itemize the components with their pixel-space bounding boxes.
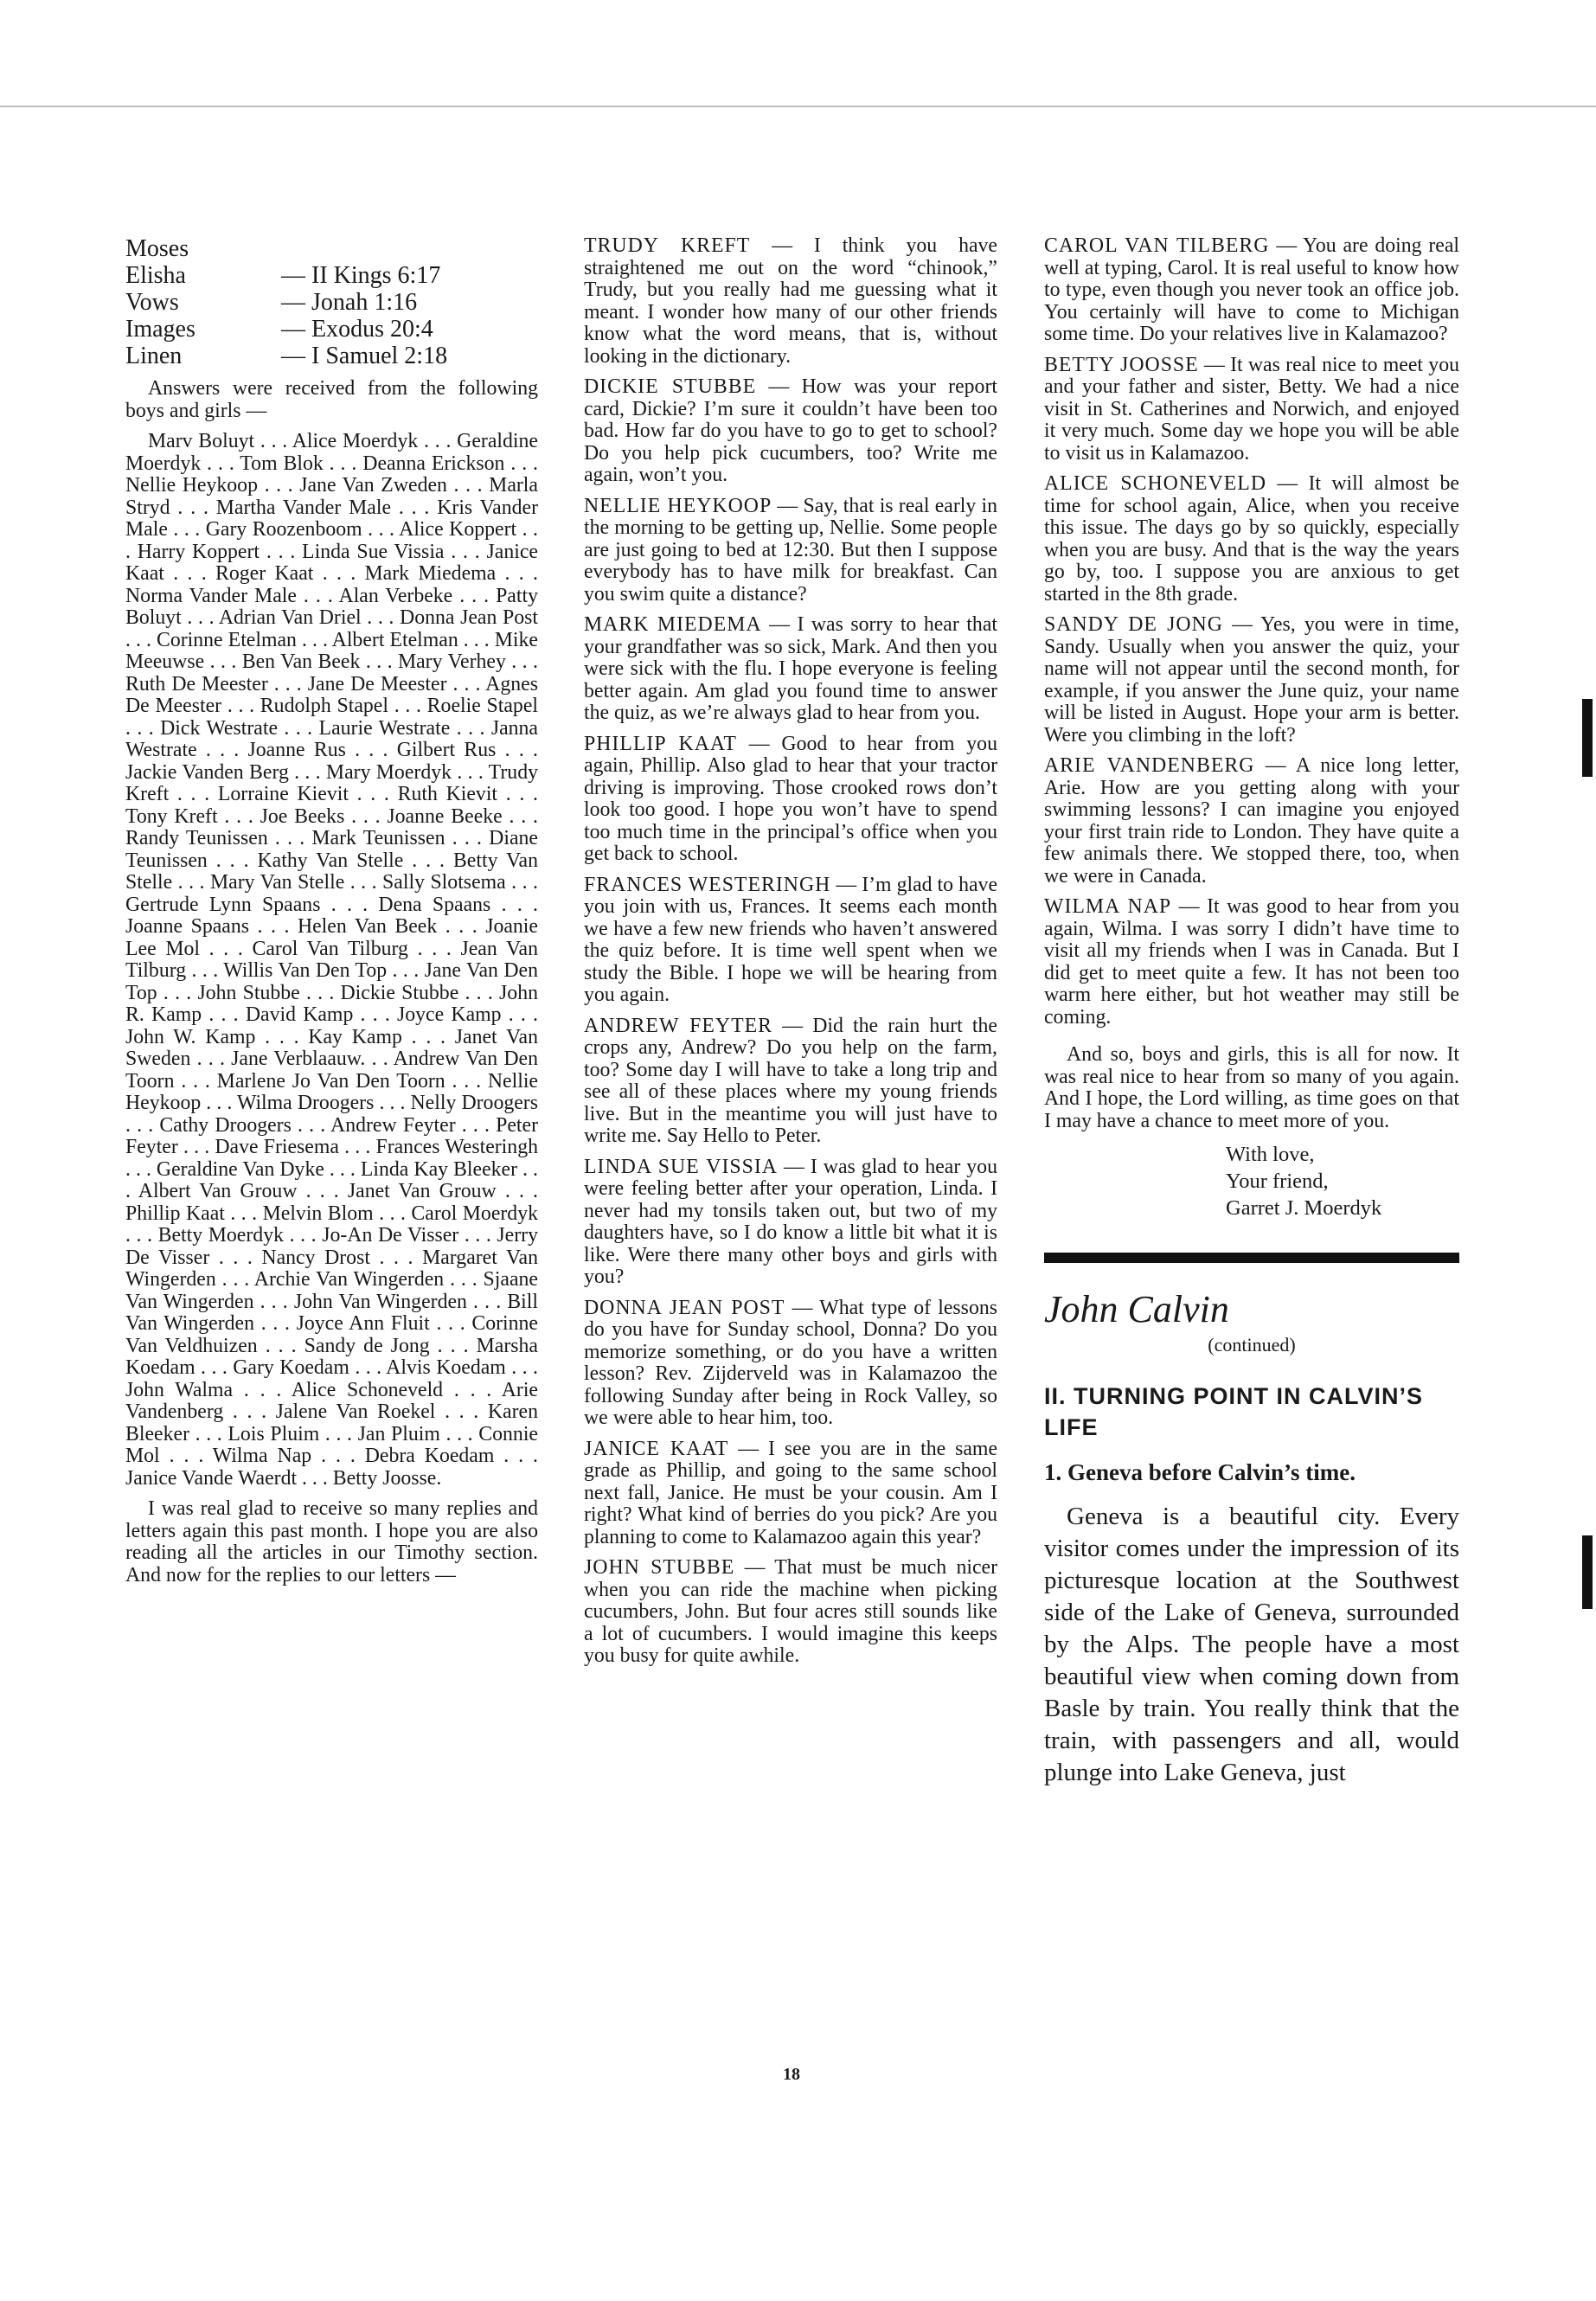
letter-text: I was glad to hear you were feeling better after your operation, Linda. I never had my tonsils taken out, but two of my daughters have, so I do know a little bit what it is like. Were there many other boys and girls with you? <box>584 1155 997 1288</box>
closing-intro: I was real glad to receive so many replies and letters again this past month. I hope you are also reading all the articles in our Timothy section. And now for the replies to our letters — <box>125 1497 538 1586</box>
letter-reply: ALICE SCHONEVELD — It will almost be time for school again, Alice, when you receive this issue. The days go by so quickly, especially when you are busy. And that is the way the years go by, too. I suppose you are anxious to get started in the 8th grade. <box>1044 472 1459 606</box>
page-top-rule <box>0 106 1596 107</box>
letter-reply: JOHN STUBBE — That must be much nicer when you can ride the machine when picking cucumbers, John. But four acres still sounds like a lot of cucumbers. I would imagine this keeps you busy for quite awhile. <box>584 1556 998 1667</box>
letter-recipient: ALICE SCHONEVELD <box>1044 472 1267 495</box>
article-subheading: 1. Geneva before Calvin’s time. <box>1044 1458 1356 1485</box>
article-body: Geneva is a beautiful city. Every visitor comes under the impression of its picturesque location at the Southwest side of the Lake of Geneva, surrounded by the Alps. The people have a most beautiful view when coming down from Basle by train. You really think that the train, with passengers and all, would plunge into Lake Geneva, just <box>1044 1503 1459 1786</box>
letter-text: That must be much nicer when you can ride the machine when picking cucumbers, John. But four acres still sounds like a lot of cucumbers. I would imagine this keeps you busy for quite awhile. <box>584 1556 998 1667</box>
answer-word: Images <box>125 316 195 343</box>
letter-reply: DONNA JEAN POST — What type of lessons do you have for Sunday school, Donna? Do you memorize something, or do you have a written lesson? Rev. Zijderveld was in Kalamazoo the following Sunday after being in Rock Valley, so we were able to hear him, too. <box>584 1296 998 1429</box>
letter-text: You are doing real well at typing, Carol. It is real useful to know how to type, even though you never took an office job. You certainly will have to come to Michigan some time. Do your relatives live in Kalamazoo? <box>1044 234 1460 345</box>
answers-intro: Answers were received from the following boys and girls — <box>125 377 538 422</box>
answer-ref: — Exodus 20:4 <box>281 316 433 343</box>
signature-block <box>1226 1141 1459 1221</box>
letter-reply: CAROL VAN TILBERG — You are doing real well at typing, Carol. It is real useful to know how to type, even though you never took an office job. You certainly will have to come to Michigan some time. Do your relatives live in Kalamazoo? <box>1044 234 1460 345</box>
section-divider <box>1044 1253 1459 1263</box>
letter-text: I see you are in the same grade as Phillip, and going to the same school next fall, Janice. He must be your cousin. Am I right? What kind of berries do you pick? Are you planning to come to Kalamazoo again this year? <box>584 1437 998 1548</box>
letter-text: A nice long letter, Arie. How are you getting along with your swimming lessons? I can imagine you enjoyed your first train ride to London. They have quite a few animals there. We stopped there, too, when we were in Canada. <box>1044 754 1459 888</box>
letter-text: I think you have straightened me out on the word “chinook,” Trudy, but you really had me guessing what it meant. I wonder how many of our other friends know what the word means, that is, without looking in the dictionary. <box>584 234 997 368</box>
letter-reply: NELLIE HEYKOOP — Say, that is real early in the morning to be getting up, Nellie. Some people are just going to bed at 12:30. But then I suppose everybody has to have milk for breakfast. Can you swim quite a distance? <box>584 494 997 606</box>
letter-recipient: SANDY DE JONG <box>1044 613 1223 636</box>
letter-recipient: NELLIE HEYKOOP <box>584 494 772 517</box>
binding-mark-lower <box>1582 1535 1593 1609</box>
letter-reply: TRUDY KREFT — I think you have straightened me out on the word “chinook,” Trudy, but you really had me guessing what it meant. I wonder how many of our other friends know what the word means, that is, without looking in the dictionary. <box>584 234 997 368</box>
answer-word: Linen <box>125 343 183 369</box>
answer-ref <box>281 235 538 262</box>
letter-text: It was real nice to meet you and your father and sister, Betty. We had a nice visit in St. Catherines and Norwich, and enjoyed it very much. Some day we hope you will be able to visit us in Kalamazoo. <box>1044 353 1459 465</box>
letter-text: I was sorry to hear that your grandfather was so sick, Mark. And then you were sick with the flu. I hope everyone is feeling better again. Am glad you found time to answer the quiz, as we’re always glad to hear from you. <box>584 613 997 724</box>
binding-mark <box>1582 699 1593 777</box>
farewell: And so, boys and girls, this is all for now. It was real nice to hear from so many of you again. And I hope, the Lord willing, as time goes on that I may have a chance to meet more of you. <box>1044 1043 1459 1132</box>
bible-answer-row <box>125 289 538 316</box>
bible-answer-row <box>125 343 538 369</box>
answer-ref: — Jonah 1:16 <box>281 289 418 316</box>
bible-answer-row <box>125 316 538 343</box>
letter-recipient: LINDA SUE VISSIA <box>584 1155 778 1178</box>
letter-reply: JANICE KAAT — I see you are in the same grade as Phillip, and going to the same school next fall, Janice. He must be your cousin. Am I right? What kind of berries do you pick? Are you planning to come to Kalamazoo again this year? <box>584 1437 998 1548</box>
article-continued: (continued) <box>1208 1334 1296 1356</box>
answer-word: Vows <box>125 289 179 316</box>
letter-recipient: ARIE VANDENBERG <box>1044 754 1255 777</box>
article-section-heading: II. TURNING POINT IN CALVIN’S LIFE <box>1044 1382 1424 1440</box>
letter-text: What type of lessons do you have for Sunday school, Donna? Do you memorize something, or do you have a written lesson? Rev. Zijderveld was in Kalamazoo the following Sunday after being in Rock Valley, so we were able to hear him, too. <box>584 1296 998 1429</box>
letter-reply: PHILLIP KAAT — Good to hear from you again, Phillip. Also glad to hear that your tractor driving is improving. Those crooked rows don’t look too good. I hope you won’t have to spend too much time in the principal’s office when you get back to school. <box>584 732 997 865</box>
letter-reply: DICKIE STUBBE — How was your report card, Dickie? I’m sure it couldn’t have been too bad. How far do you have to go to get to school? Do you help pick cucumbers, too? Write me again, won’t you. <box>584 375 997 486</box>
bible-answer-row <box>125 235 538 262</box>
letter-reply: ANDREW FEYTER — Did the rain hurt the crops any, Andrew? Do you help on the farm, too? Some day I will have to take a long trip and see all of these places where my young friends live. But in the meantime you will just have to write me. Say Hello to Peter. <box>584 1014 997 1147</box>
letter-text: I’m glad to have you join with us, Frances. It seems each month we have a few new friends who haven’t answered the quiz before. It is time well spent when we study the Bible. I hope we will be hearing from you again. <box>584 873 998 1006</box>
article-title: John Calvin <box>1044 1288 1229 1330</box>
letter-reply: ARIE VANDENBERG — A nice long letter, Arie. How are you getting along with your swimming lessons? I can imagine you enjoyed your first train ride to London. They have quite a few animals there. We stopped there, too, when we were in Canada. <box>1044 754 1459 888</box>
letter-recipient: FRANCES WESTERINGH <box>584 873 831 896</box>
letter-text: How was your report card, Dickie? I’m sure it couldn’t have been too bad. How far do you have to go to get to school? Do you help pick cucumbers, too? Write me again, won’t you. <box>584 375 997 486</box>
bible-answer-row <box>125 262 538 289</box>
letter-text: Good to hear from you again, Phillip. Also glad to hear that your tractor driving is improving. Those crooked rows don’t look too good. I hope you won’t have to spend too much time in the principal’s office when you get back to school. <box>584 732 997 865</box>
answer-ref: — I Samuel 2:18 <box>281 343 448 369</box>
column-left <box>125 235 538 1595</box>
letter-recipient: JANICE KAAT <box>584 1437 729 1460</box>
letter-recipient: BETTY JOOSSE <box>1044 353 1199 376</box>
letter-text: Say, that is real early in the morning to be getting up, Nellie. Some people are just going to bed at 12:30. But then I suppose everybody has to have milk for breakfast. Can you swim quite a distance? <box>584 494 997 606</box>
letter-recipient: MARK MIEDEMA <box>584 613 762 636</box>
letter-reply: BETTY JOOSSE — It was real nice to meet you and your father and sister, Betty. We had a nice visit in St. Catherines and Norwich, and enjoyed it very much. Some day we hope you will be able to visit us in Kalamazoo. <box>1044 353 1459 465</box>
letter-reply: LINDA SUE VISSIA — I was glad to hear you were feeling better after your operation, Linda. I never had my tonsils taken out, but two of my daughters have, so I do know a little bit what it is like. Were there many other boys and girls with you? <box>584 1155 997 1288</box>
bible-answers <box>125 235 538 369</box>
answer-word: Elisha <box>125 262 186 289</box>
letter-recipient: JOHN STUBBE <box>584 1556 735 1579</box>
names-list: Marv Boluyt . . . Alice Moerdyk . . . Geraldine Moerdyk . . . Tom Blok . . . Deanna Erickson . . . Nellie Heykoop . . . Jane Van Zweden . . . Marla Stryd . . . Martha Vander Male . . . Kris Vander Male . . . Gary Roozenboom . . . Alice Koppert . . . Harry Koppert . . . Linda Sue Vissia . . . Janice Kaat . . . Roger Kaat . . . Mark Miedema . . . Norma Vander Male . . . Alan Verbeke . . . Patty Boluyt . . . Adrian Van Driel . . . Donna Jean Post . . . Corinne Etelman . . . Albert Etelman . . . Mike Meeuwse . . . Ben Van Beek . . . Mary Verhey . . . Ruth De Meester . . . Jane De Meester . . . Agnes De Meester . . . Rudolph Stapel . . . Roelie Stapel . . . Dick Westrate . . . Laurie Westrate . . . Janna Westrate . . . Joanne Rus . . . Gilbert Rus . . . Jackie Vanden Berg . . . Mary Moerdyk . . . Trudy Kreft . . . Lorraine Kievit . . . Ruth Kievit . . . Tony Kreft . . . Joe Beeks . . . Joanne Beeke . . . Randy Teunissen . . . Mark Teunissen . . . Diane Teunissen . . . Kathy Van Stelle . . . Betty Van Stelle . . . Mary Van Stelle . . . Sally Slotsema . . . Gertrude Lynn Spaans . . . Dena Spaans . . . Joanne Spaans . . . Helen Van Beek . . . Joanie Lee Mol . . . Carol Van Tilburg . . . Jean Van Tilburg . . . Willis Van Den Top . . . Jane Van Den Top . . . John Stubbe . . . Dickie Stubbe . . . John R. Kamp . . . David Kamp . . . Joyce Kamp . . . John W. Kamp . . . Kay Kamp . . . Janet Van Sweden . . . Jane Verblaauw. . . Andrew Van Den Toorn . . . Marlene Jo Van Den Toorn . . . Nellie Heykoop . . . Wilma Droogers . . . Nelly Droogers . . . Cathy Droogers . . . Andrew Feyter . . . Peter Feyter . . . Dave Friesema . . . Frances Westeringh . . . Geraldine Van Dyke . . . Linda Kay Bleeker . . . Albert Van Grouw . . . Janet Van Grouw . . . Phillip Kaat . . . Melvin Blom . . . Carol Moerdyk . . . Betty Moerdyk . . . Jo-An De Visser . . . Jerry De Visser . . . Nancy Drost . . . Margaret Van Wingerden . . . Archie Van Wingerden . . . Sjaane Van Wingerden . . . John Van Wingerden . . . Bill Van Wingerden . . . Joyce Ann Fluit . . . Corinne Van Veldhuizen . . . Sandy de Jong . . . Marsha Koedam . . . Gary Koedam . . . Alvis Koedam . . . John Walma . . . Alice Schoneveld . . . Arie Vandenberg . . . Jalene Van Roekel . . . Karen Bleeker . . . Lois Pluim . . . Jan Pluim . . . Connie Mol . . . Wilma Nap . . . Debra Koedam . . . Janice Vande Waerdt . . . Betty Joosse. <box>125 430 538 1490</box>
letter-recipient: DONNA JEAN POST <box>584 1296 785 1319</box>
letter-reply: SANDY DE JONG — Yes, you were in time, Sandy. Usually when you answer the quiz, your name will not appear until the second month, for example, if you answer the June quiz, your name will be listed in August. Hope your arm is better. Were you climbing in the loft? <box>1044 613 1460 747</box>
page-number: 18 <box>783 2065 800 2084</box>
letter-recipient: WILMA NAP <box>1044 895 1172 918</box>
answer-word: Moses <box>125 235 189 262</box>
letter-reply: MARK MIEDEMA — I was sorry to hear that your grandfather was so sick, Mark. And then you were sick with the flu. I hope everyone is feeling better again. Am glad you found time to answer the quiz, as we’re always glad to hear from you. <box>584 613 997 724</box>
signature-name: Garret J. Moerdyk <box>1226 1196 1382 1220</box>
signature-closing: With love, <box>1226 1143 1315 1166</box>
signature-friend: Your friend, <box>1226 1170 1329 1193</box>
letter-reply: FRANCES WESTERINGH — I’m glad to have you join with us, Frances. It seems each month we have a few new friends who haven’t answered the quiz before. It is time well spent when we study the Bible. I hope we will be hearing from you again. <box>584 873 998 1006</box>
letter-recipient: TRUDY KREFT <box>584 234 751 257</box>
column-middle <box>584 235 997 1676</box>
letter-recipient: PHILLIP KAAT <box>584 732 737 755</box>
letter-text: Did the rain hurt the crops any, Andrew? Do you help on the farm, too? Some day I will have to take a long trip and see all of these places where my young friends live. But in the meantime you will just have to write me. Say Hello to Peter. <box>584 1014 997 1147</box>
letter-reply: WILMA NAP — It was good to hear from you again, Wilma. I was sorry I didn’t have time to visit all my friends when I was in Canada. But I did get to meet quite a few. It has not been too warm here either, but hot weather may still be coming. <box>1044 895 1459 1029</box>
letter-recipient: DICKIE STUBBE <box>584 375 757 398</box>
letter-recipient: ANDREW FEYTER <box>584 1014 773 1037</box>
column-right <box>1044 235 1459 1798</box>
answer-ref: — II Kings 6:17 <box>281 262 441 289</box>
letter-text: It was good to hear from you again, Wilma. I was sorry I didn’t have time to visit all my friends when I was in Canada. But I did get to meet quite a few. It has not been too warm here either, but hot weather may still be coming. <box>1044 895 1459 1029</box>
letter-text: Yes, you were in time, Sandy. Usually when you answer the quiz, your name will not appear until the second month, for example, if you answer the June quiz, your name will be listed in August. Hope your arm is better. Were you climbing in the loft? <box>1044 613 1460 747</box>
letter-text: It will almost be time for school again, Alice, when you receive this issue. The days go by so quickly, especially when you are busy. And that is the way the years go by, too. I suppose you are anxious to get started in the 8th grade. <box>1044 472 1459 606</box>
letter-recipient: CAROL VAN TILBERG <box>1044 234 1270 257</box>
